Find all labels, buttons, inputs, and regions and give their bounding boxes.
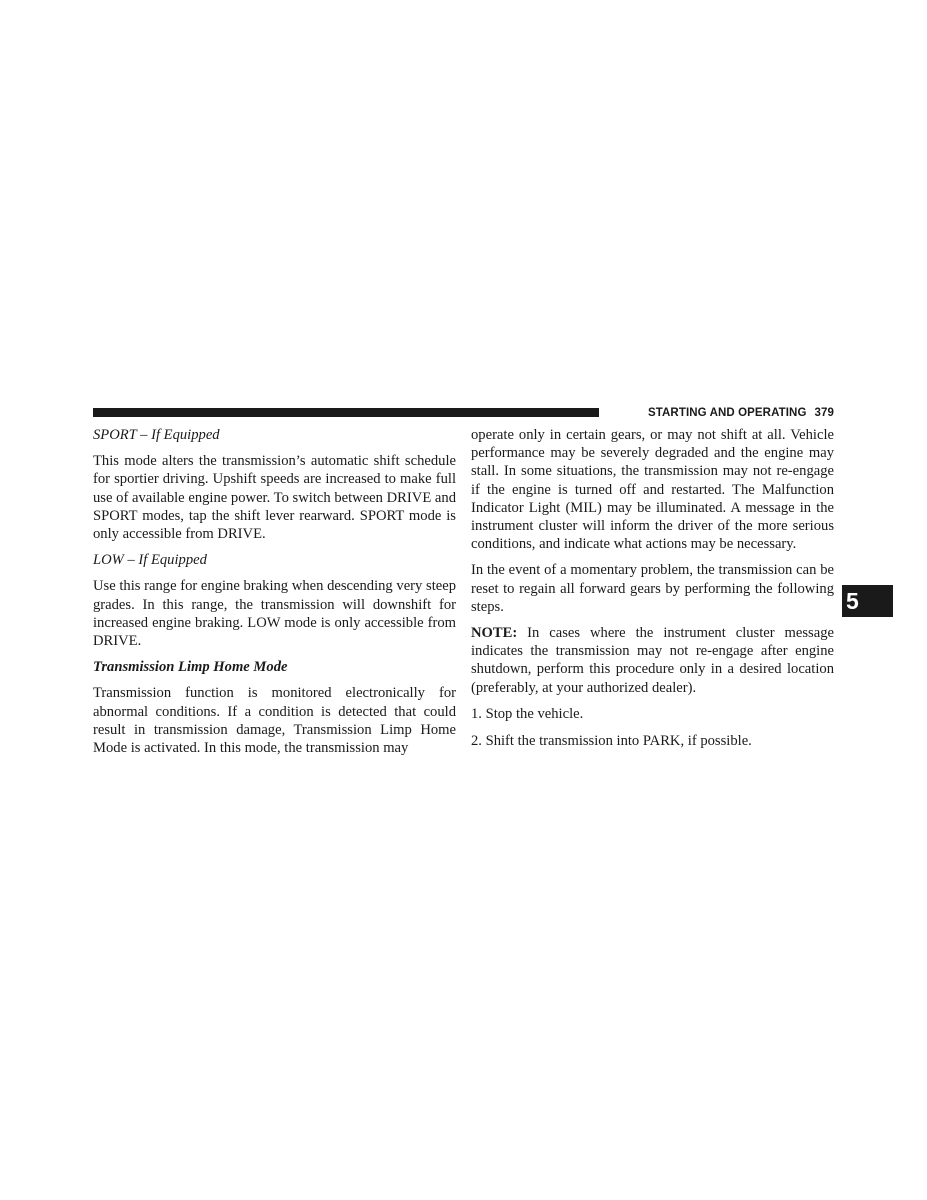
reset-paragraph: In the event of a momentary problem, the transmission can be reset to regain all forward gears by performing the following steps.	[471, 562, 834, 615]
step-2: 2. Shift the transmission into PARK, if possible.	[471, 733, 752, 750]
page-number: 379	[814, 407, 834, 419]
note-label: NOTE:	[471, 625, 518, 642]
right-column	[471, 426, 834, 759]
limp-home-continued-paragraph: operate only in certain gears, or may not shift at all. Vehicle performance may be severely degraded and the engine may stall. In some situations, the transmission may not re-engage if the engine is turned off and restarted. The Malfunction Indicator Light (MIL) may be illuminated. A message in the instrument cluster will inform the driver of the more serious conditions, and indicate what actions may be necessary.	[471, 427, 834, 553]
low-paragraph: Use this range for engine braking when descending very steep grades. In this range, the transmission will downshift for increased engine braking. LOW mode is only accessible from DRIVE.	[93, 578, 456, 650]
limp-home-heading: Transmission Limp Home Mode	[93, 659, 288, 676]
section-title: STARTING AND OPERATING	[647, 407, 807, 419]
running-header	[607, 405, 834, 421]
note-text: In cases where the instrument cluster message indicates the transmission may not re-engage after engine shutdown, perform this procedure only in a desired location (preferably, at your authorized dealer).	[471, 625, 834, 696]
low-heading: LOW – If Equipped	[93, 552, 207, 569]
step-1: 1. Stop the vehicle.	[471, 705, 584, 722]
sport-paragraph: This mode alters the transmission’s automatic shift schedule for sportier driving. Upshift speeds are increased to make full use of available engine power. To switch between DRIVE and SPORT modes, tap the shift lever rearward. SPORT mode is only accessible from DRIVE.	[93, 453, 456, 543]
limp-home-paragraph: Transmission function is monitored electronically for abnormal conditions. If a condition is detected that could result in transmission damage, Transmission Limp Home Mode is activated. In this mode, the transmission may	[93, 685, 456, 757]
header-rule	[93, 408, 599, 417]
note-paragraph	[471, 624, 834, 697]
chapter-tab: 5	[842, 585, 893, 617]
sport-heading: SPORT – If Equipped	[93, 427, 220, 443]
left-column	[93, 426, 456, 765]
